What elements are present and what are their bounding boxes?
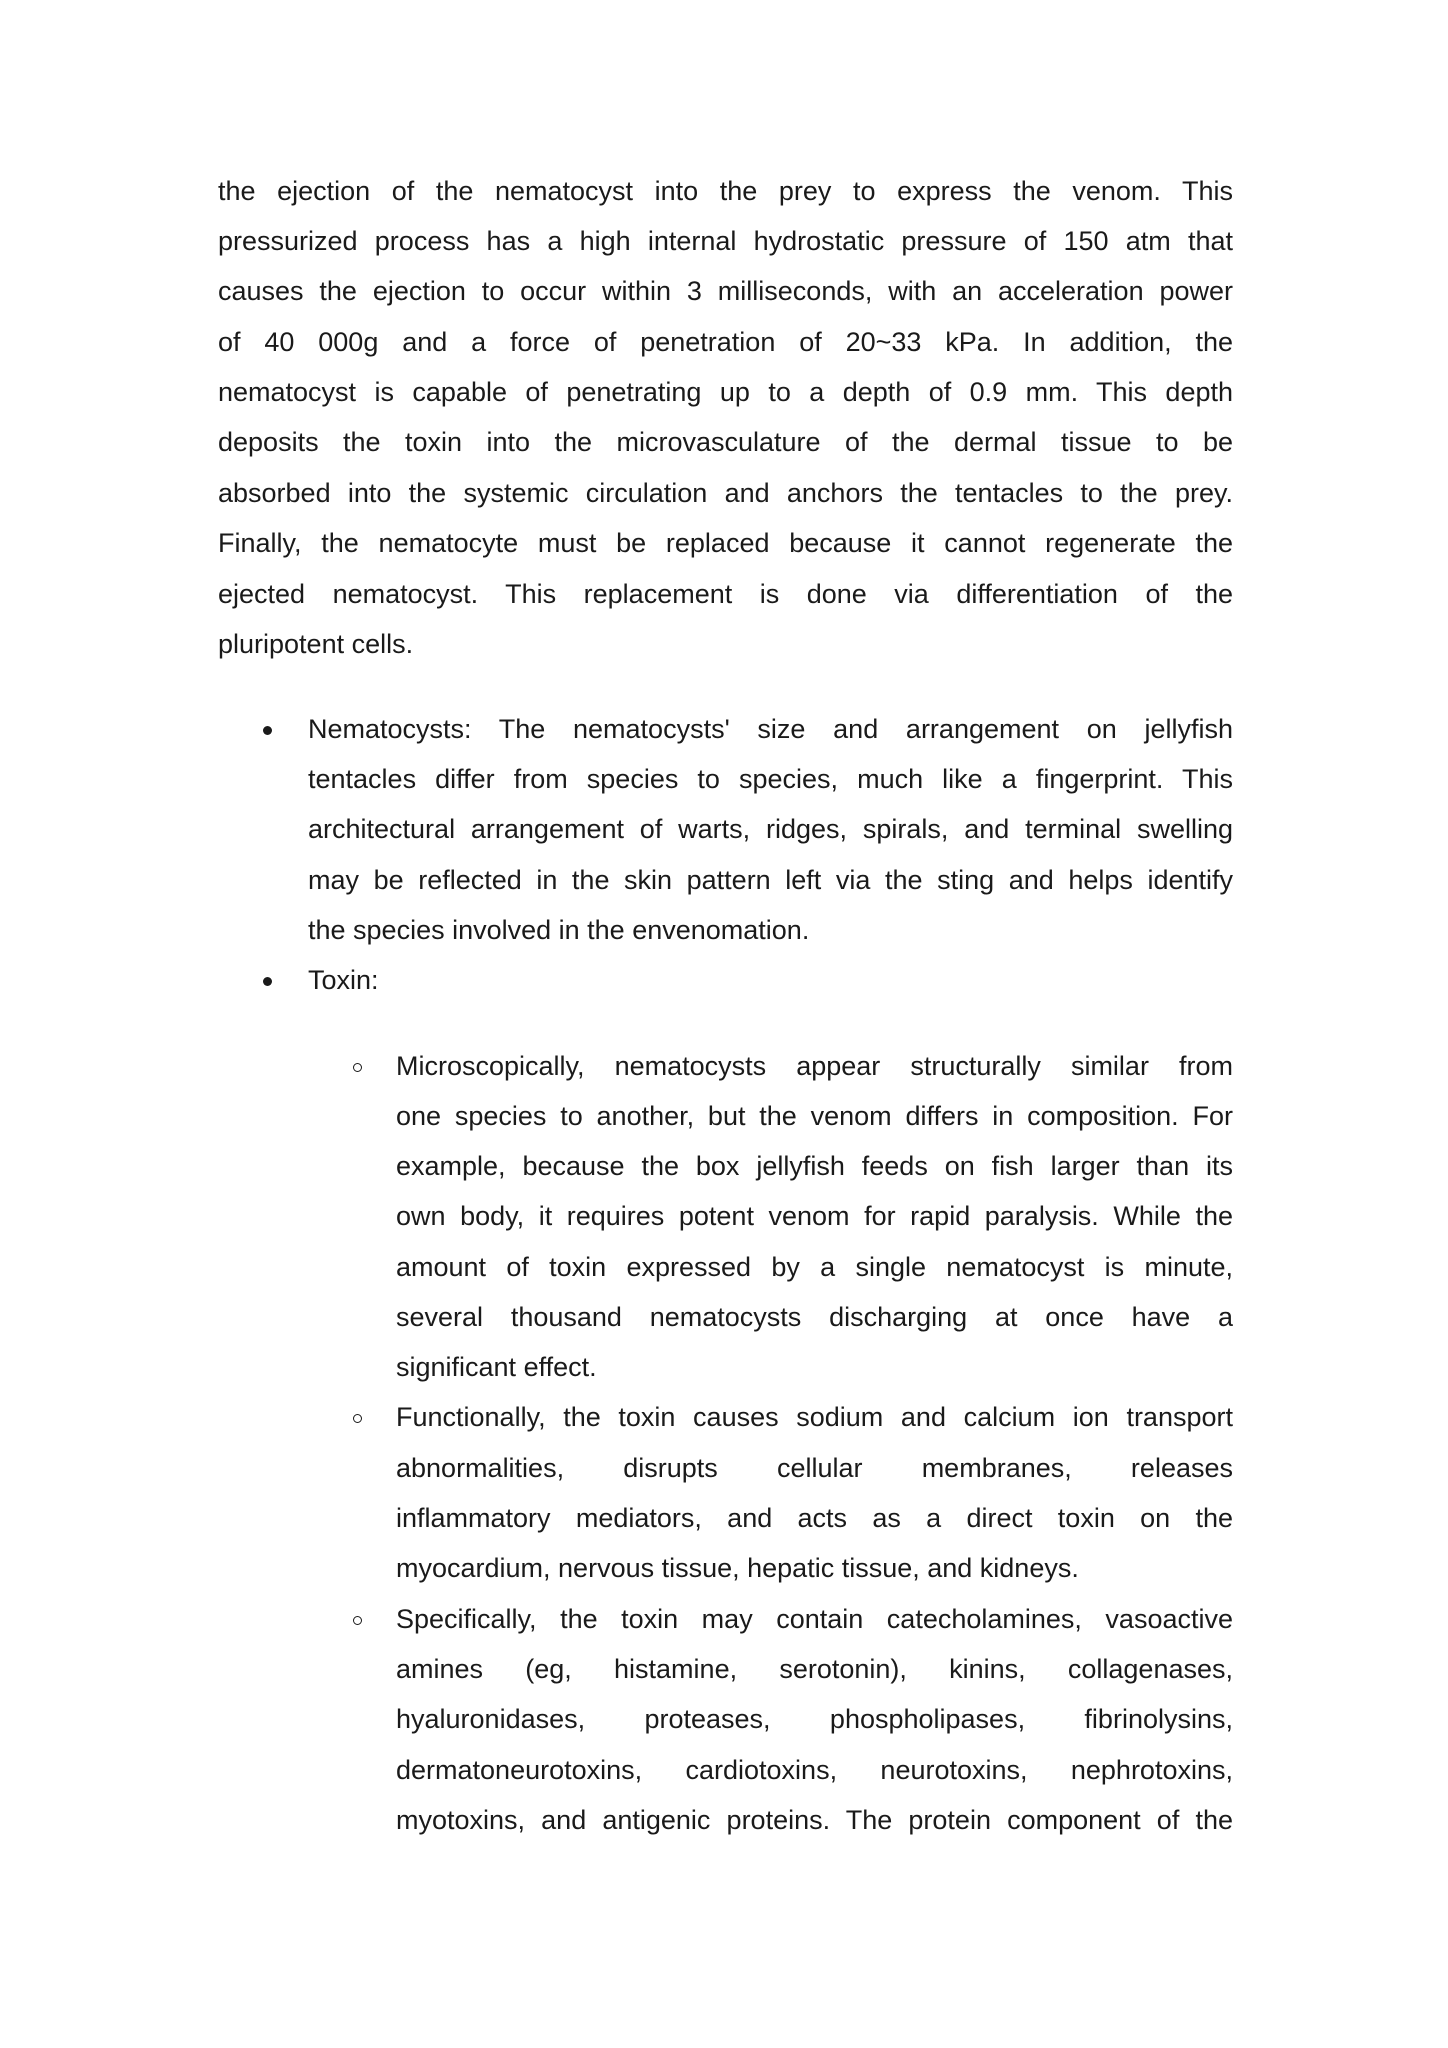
subbullet-line: example, because the box jellyfish feeds on fish larger than its [396,1151,1233,1181]
bullet-line: Toxin: [308,965,379,995]
paragraph-line: deposits the toxin into the microvasculature of the dermal tissue to be [218,427,1233,457]
subbullet-line: Specifically, the toxin may contain catecholamines, vasoactive [396,1604,1233,1634]
paragraph-line: the ejection of the nematocyst into the prey to express the venom. This [218,176,1233,206]
paragraph-line: absorbed into the systemic circulation and anchors the tentacles to the prey. [218,478,1233,508]
subbullet-line: inflammatory mediators, and acts as a direct toxin on the [396,1503,1233,1533]
subbullet-line: significant effect. [396,1352,597,1382]
paragraph-line: nematocyst is capable of penetrating up to a depth of 0.9 mm. This depth [218,377,1233,407]
paragraph-line: of 40 000g and a force of penetration of 20~33 kPa. In addition, the [218,327,1233,357]
bullet-circle-icon [353,1616,362,1625]
bullet-line: may be reflected in the skin pattern left via the sting and helps identify [308,865,1233,895]
subbullet-line: abnormalities, disrupts cellular membranes, releases [396,1453,1233,1483]
subbullet-line: amount of toxin expressed by a single nematocyst is minute, [396,1252,1233,1282]
subbullet-line: one species to another, but the venom differs in composition. For [396,1101,1233,1131]
subbullet-line: amines (eg, histamine, serotonin), kinins, collagenases, [396,1654,1233,1684]
subbullet-line: own body, it requires potent venom for rapid paralysis. While the [396,1201,1233,1231]
paragraph-line: ejected nematocyst. This replacement is done via differentiation of the [218,579,1233,609]
subbullet-line: myocardium, nervous tissue, hepatic tissue, and kidneys. [396,1553,1079,1583]
bullet-line: the species involved in the envenomation. [308,915,810,945]
bullet-circle-icon [353,1063,362,1072]
subbullet-line: myotoxins, and antigenic proteins. The protein component of the [396,1805,1233,1835]
bullet-dot-icon [263,977,272,986]
subbullet-line: Microscopically, nematocysts appear structurally similar from [396,1051,1233,1081]
paragraph-line: causes the ejection to occur within 3 milliseconds, with an acceleration power [218,276,1233,306]
paragraph-line: Finally, the nematocyte must be replaced because it cannot regenerate the [218,528,1233,558]
bullet-line: Nematocysts: The nematocysts' size and arrangement on jellyfish [308,714,1233,744]
bullet-dot-icon [263,726,272,735]
paragraph-line: pluripotent cells. [218,629,414,659]
bullet-line: architectural arrangement of warts, ridges, spirals, and terminal swelling [308,814,1233,844]
subbullet-line: several thousand nematocysts discharging at once have a [396,1302,1233,1332]
paragraph-line: pressurized process has a high internal hydrostatic pressure of 150 atm that [218,226,1233,256]
subbullet-line: Functionally, the toxin causes sodium and calcium ion transport [396,1402,1233,1432]
subbullet-line: hyaluronidases, proteases, phospholipases, fibrinolysins, [396,1704,1233,1734]
bullet-circle-icon [353,1414,362,1423]
subbullet-line: dermatoneurotoxins, cardiotoxins, neurotoxins, nephrotoxins, [396,1755,1233,1785]
bullet-line: tentacles differ from species to species, much like a fingerprint. This [308,764,1233,794]
